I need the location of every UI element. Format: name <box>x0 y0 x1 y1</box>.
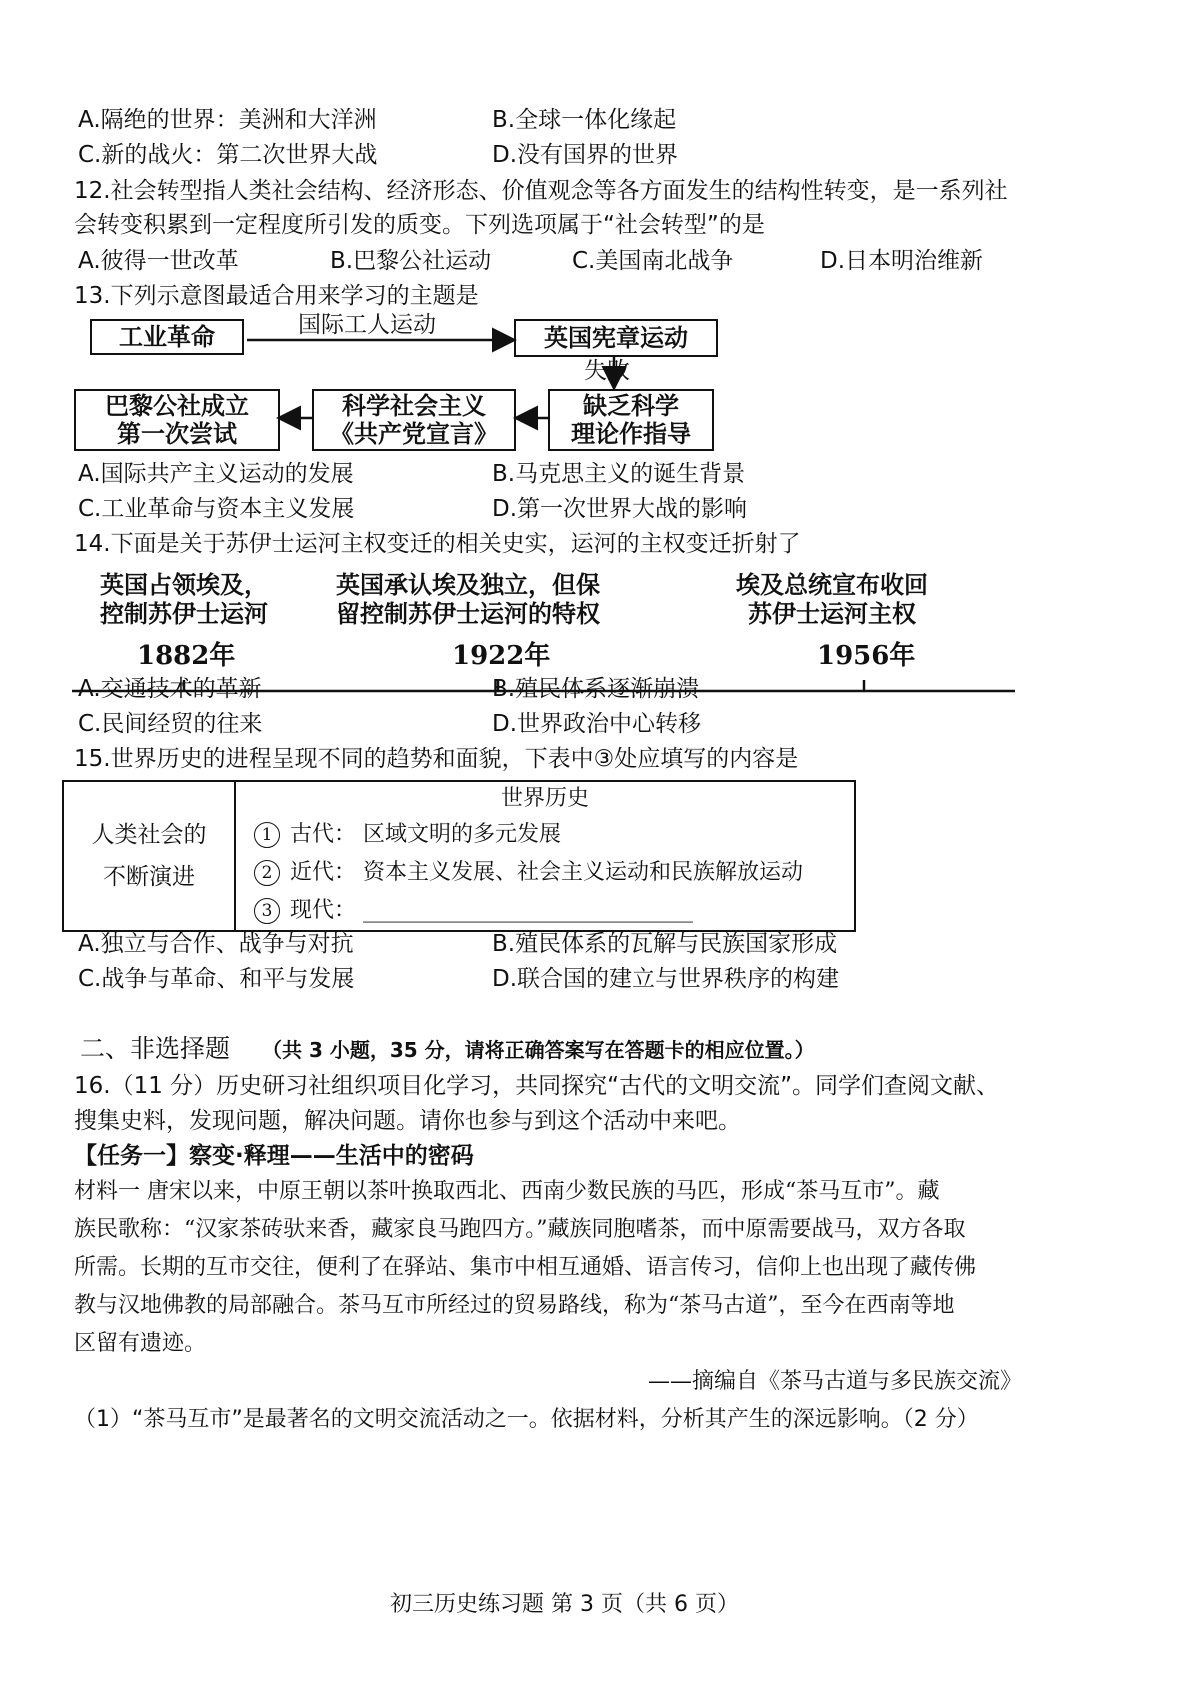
q15-row-modern: 2 近代： 资本主义发展、社会主义运动和民族解放运动 <box>236 854 854 892</box>
q14-year-1956: 1956年 <box>817 641 916 671</box>
q15-table-left: 人类社会的 不断演进 <box>63 781 235 931</box>
q13-stem: 13.下列示意图最适合用来学习的主题是 <box>74 283 479 309</box>
q16-material-line5: 区留有遗迹。 <box>74 1331 207 1356</box>
q11-option-b: B.全球一体化缘起 <box>492 107 677 133</box>
q12-option-a: A.彼得一世改革 <box>78 248 239 274</box>
q12-option-c: C.美国南北战争 <box>572 248 734 274</box>
q14-option-a: A.交通技术的革新 <box>78 676 262 702</box>
q15-table <box>62 780 856 932</box>
q13-option-a: A.国际共产主义运动的发展 <box>78 461 354 487</box>
q13-option-b: B.马克思主义的诞生背景 <box>492 461 746 487</box>
q11-option-c: C.新的战火：第二次世界大战 <box>78 142 378 168</box>
q16-source: ——摘编自《茶马古道与多民族交流》 <box>648 1369 1023 1394</box>
q16-material-line4: 教与汉地佛教的局部融合。茶马互市所经过的贸易路线，称为“茶马古道”，至今在西南等地 <box>74 1293 955 1318</box>
section2-title: 二、非选择题 <box>80 1034 231 1063</box>
q15-stem: 15.世界历史的进程呈现不同的趋势和面貌，下表中③处应填写的内容是 <box>74 746 799 772</box>
node-chartist-movement: 英国宪章运动 <box>514 319 718 357</box>
q14-option-c: C.民间经贸的往来 <box>78 711 263 737</box>
q15-option-b: B.殖民体系的瓦解与民族国家形成 <box>492 931 838 957</box>
node-paris-commune: 巴黎公社成立 第一次尝试 <box>74 389 280 451</box>
node-lack-of-theory: 缺乏科学 理论作指导 <box>548 389 714 451</box>
q14-event-1922: 英国承认埃及独立，但保 留控制苏伊士运河的特权 <box>336 570 600 628</box>
q16-intro-line1: 16.（11 分）历史研习社组织项目化学习，共同探究“古代的文明交流”。同学们查阅文献、 <box>74 1073 999 1099</box>
node-industrial-revolution: 工业革命 <box>90 319 244 355</box>
q16-material-line2: 族民歌称：“汉家茶砖驮来香，藏家良马跑四方。”藏族同胞嗜茶，而中原需要战马，双方各取 <box>74 1217 966 1242</box>
q15-option-d: D.联合国的建立与世界秩序的构建 <box>492 966 840 992</box>
q15-table-right <box>235 781 855 931</box>
q13-option-c: C.工业革命与资本主义发展 <box>78 496 355 522</box>
q16-material-line1: 材料一 唐宋以来，中原王朝以茶叶换取西北、西南少数民族的马匹，形成“茶马互市”。藏 <box>74 1179 940 1204</box>
q14-year-1922: 1922年 <box>452 641 551 671</box>
q15-row-contemporary: 3 现代： ______________________________ <box>236 892 854 930</box>
q15-option-a: A.独立与合作、战争与对抗 <box>78 931 354 957</box>
q16-question1: （1）“茶马互市”是最著名的文明交流活动之一。依据材料，分析其产生的深远影响。（2 分） <box>74 1407 979 1432</box>
page-footer: 初三历史练习题 第 3 页（共 6 页） <box>390 1592 739 1617</box>
q16-material-line3: 所需。长期的互市交往，便利了在驿站、集市中相互通婚、语言传习，信仰上也出现了藏传佛 <box>74 1255 977 1280</box>
q13-option-d: D.第一次世界大战的影响 <box>492 496 748 522</box>
section2-note: （共 3 小题，35 分，请将正确答案写在答题卡的相应位置。） <box>262 1038 815 1062</box>
q15-option-c: C.战争与革命、和平与发展 <box>78 966 355 992</box>
q12-option-d: D.日本明治维新 <box>820 248 984 274</box>
q14-year-1882: 1882年 <box>137 641 236 671</box>
q14-option-d: D.世界政治中心转移 <box>492 711 702 737</box>
q14-option-b: B.殖民体系逐渐崩溃 <box>492 676 700 702</box>
q12-stem-line2: 会转变积累到一定程度所引发的质变。下列选项属于“社会转型”的是 <box>74 212 765 238</box>
q15-row-ancient: 1 古代： 区域文明的多元发展 <box>236 816 854 854</box>
q14-event-1956: 埃及总统宣布收回 苏伊士运河主权 <box>736 570 928 628</box>
node-scientific-socialism: 科学社会主义 《共产党宣言》 <box>312 389 516 451</box>
label-international-workers: 国际工人运动 <box>298 312 436 338</box>
q14-event-1882: 英国占领埃及， 控制苏伊士运河 <box>100 570 268 628</box>
q11-option-a: A.隔绝的世界：美洲和大洋洲 <box>78 107 377 133</box>
q16-task1-title: 【任务一】察变·释理——生活中的密码 <box>74 1143 474 1169</box>
q16-intro-line2: 搜集史料，发现问题，解决问题。请你也参与到这个活动中来吧。 <box>74 1108 741 1134</box>
q11-option-d: D.没有国界的世界 <box>492 142 679 168</box>
q15-table-header: 世界历史 <box>500 786 589 811</box>
q12-stem-line1: 12.社会转型指人类社会结构、经济形态、价值观念等各方面发生的结构性转变，是一系列社 <box>74 178 1008 204</box>
label-failure: 失败 <box>584 358 630 384</box>
q12-option-b: B.巴黎公社运动 <box>330 248 492 274</box>
q14-stem: 14.下面是关于苏伊士运河主权变迁的相关史实，运河的主权变迁折射了 <box>74 531 801 557</box>
